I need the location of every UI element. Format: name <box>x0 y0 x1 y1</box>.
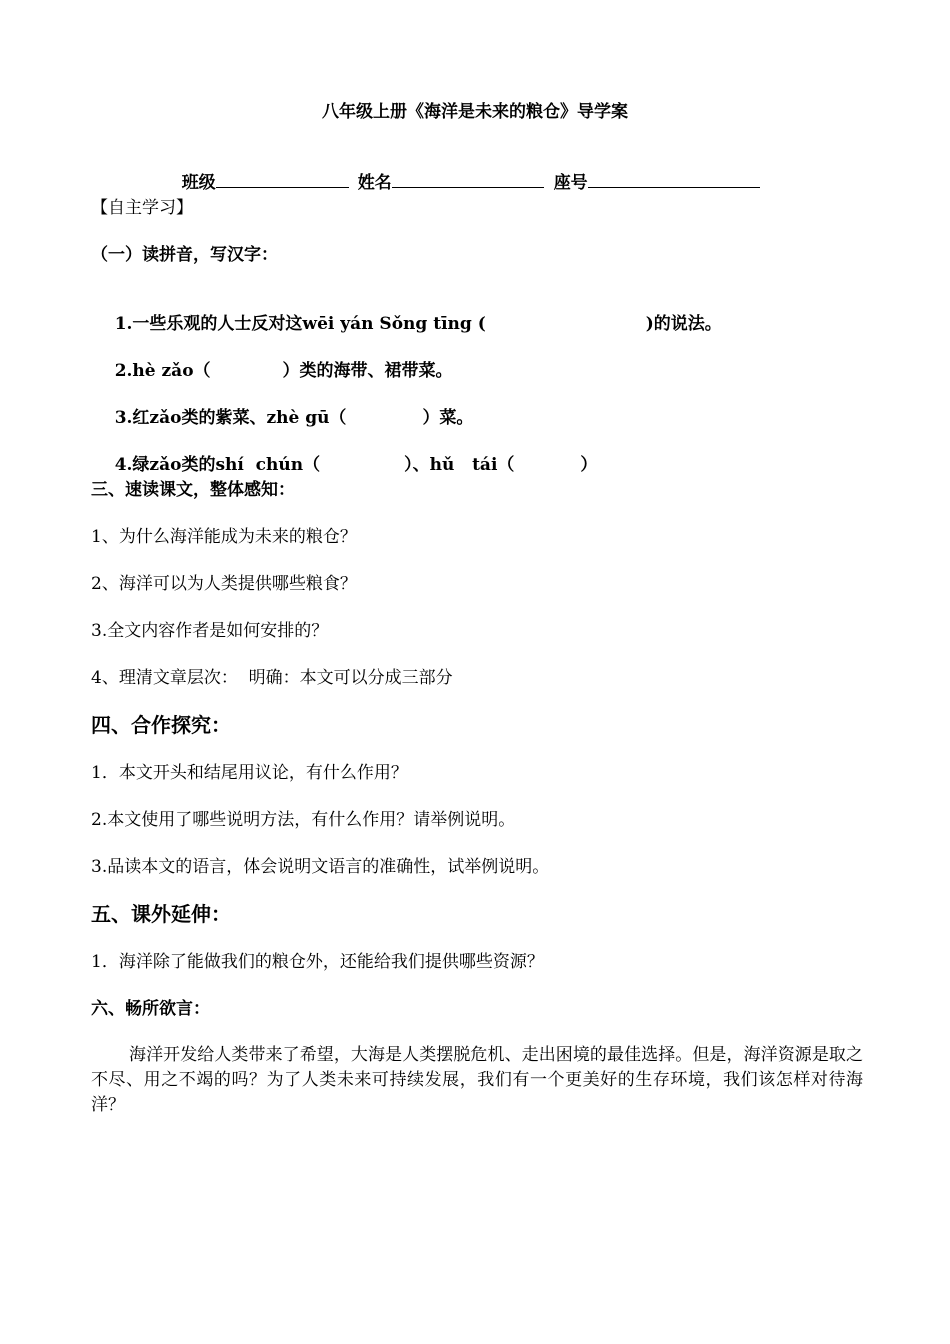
section5-item: 1．海洋除了能做我们的粮仓外，还能给我们提供哪些资源？ <box>91 952 544 972</box>
q3-text: 3.红zǎo类的紫菜、zhè gū（ <box>114 408 347 428</box>
section1-heading: （一）读拼音，写汉字： <box>91 245 278 265</box>
class-blank[interactable] <box>216 171 349 188</box>
q1-text: 1.一些乐观的人士反对这wēi yán Sǒng tīng ( <box>114 314 486 334</box>
q2-end: ）类的海带、裙带菜。 <box>282 361 453 381</box>
section3-heading: 三、速读课文，整体感知： <box>91 480 295 500</box>
section4-item: 3.品读本文的语言，体会说明文语言的准确性，试举例说明。 <box>91 857 550 877</box>
student-info-row <box>158 149 760 216</box>
q3-end: ）菜。 <box>422 408 474 428</box>
section4-item: 2.本文使用了哪些说明方法，有什么作用？请举例说明。 <box>91 810 516 830</box>
seat-blank[interactable] <box>588 171 760 188</box>
section4-item: 1．本文开头和结尾用议论，有什么作用？ <box>91 763 408 783</box>
seat-label: 座号 <box>553 173 588 193</box>
q4-text: 4.绿zǎo类的shí chún（ <box>114 455 321 475</box>
q4-mid: ）、hǔ tái（ <box>404 455 515 475</box>
section5-heading: 五、课外延伸： <box>91 902 231 926</box>
name-label: 姓名 <box>357 173 392 193</box>
class-label: 班级 <box>181 173 216 193</box>
page-title: 八年级上册《海洋是未来的粮仓》导学案 <box>322 102 628 122</box>
section6-paragraph: 海洋开发给人类带来了希望，大海是人类摆脱危机、走出困境的最佳选择。但是，海洋资源是取之不尽、用之不竭的吗？为了人类未来可持续发展，我们有一个更美好的生存环境，我们该怎样对待海洋？ <box>91 1045 863 1115</box>
q4-end: ） <box>580 455 598 475</box>
q1-end: )的说法。 <box>645 314 722 334</box>
section3-item: 3.全文内容作者是如何安排的？ <box>91 621 329 641</box>
q2-text: 2.hè zǎo（ <box>114 361 211 381</box>
section3-item: 1、为什么海洋能成为未来的粮仓？ <box>91 527 357 547</box>
section6-heading: 六、畅所欲言： <box>91 999 210 1019</box>
section3-item: 4、理清文章层次： 明确：本文可以分成三部分 <box>91 668 453 688</box>
self-study-heading: 【自主学习】 <box>91 198 193 218</box>
section4-heading: 四、合作探究： <box>91 713 231 737</box>
section3-item: 2、海洋可以为人类提供哪些粮食？ <box>91 574 357 594</box>
name-blank[interactable] <box>392 171 544 188</box>
